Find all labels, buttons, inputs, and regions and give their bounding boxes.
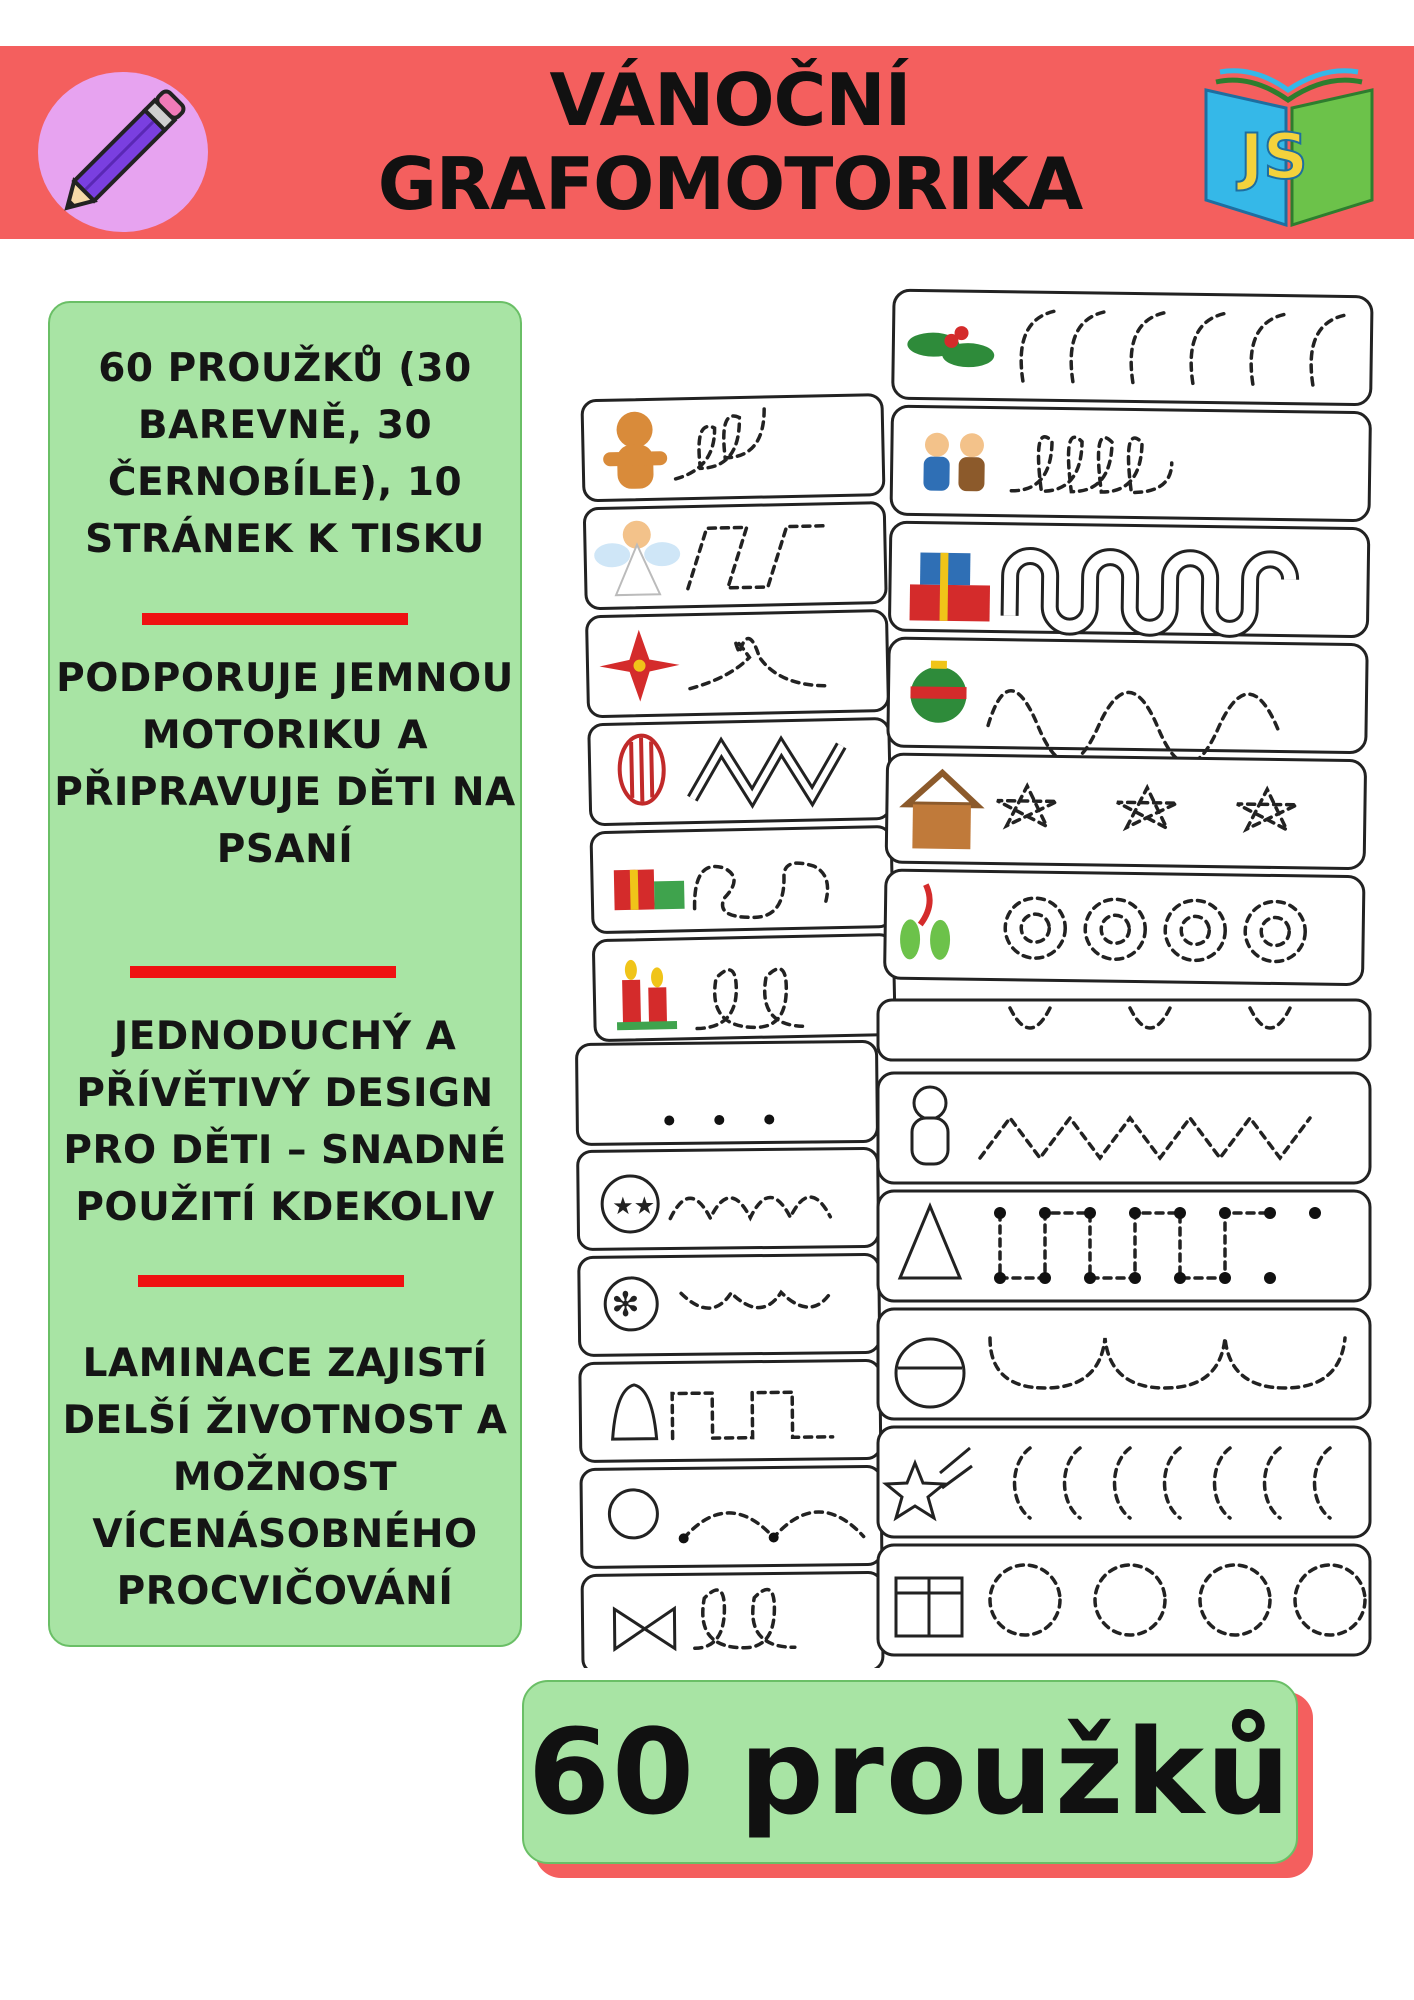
badge-text: 60 proužků xyxy=(527,1703,1293,1841)
right-color-strips xyxy=(885,290,1373,985)
pencil-icon xyxy=(38,72,208,232)
divider-2 xyxy=(130,966,396,978)
right-bw-strips xyxy=(878,1000,1370,1655)
left-bw-strips xyxy=(576,1041,883,1668)
book-logo-icon xyxy=(1196,60,1382,230)
bauble-outline-icon xyxy=(896,1339,964,1407)
divider-3 xyxy=(138,1275,404,1287)
gift-outline-icon xyxy=(896,1578,962,1636)
info-point-2: PODPORUJE JEMNOU MOTORIKU A PŘIPRAVUJE DĚTI NA PSANÍ xyxy=(54,656,516,872)
strips-preview xyxy=(570,288,1380,1668)
gingerbread-outline-icon xyxy=(912,1087,948,1164)
svg-text:✻: ✻ xyxy=(611,1284,640,1326)
svg-text:★★: ★★ xyxy=(612,1191,656,1221)
left-color-strips xyxy=(582,395,895,1041)
snowflake-icon xyxy=(605,1278,658,1331)
title-line-1: VÁNOČNÍ xyxy=(549,58,911,142)
bauble-icon xyxy=(602,1176,659,1233)
info-point-3: JEDNODUCHÝ A PŘÍVĚTIVÝ DESIGN PRO DĚTI – SNADNÉ POUŽITÍ KDEKOLIV xyxy=(63,1014,507,1230)
logo-letters: JS xyxy=(1240,120,1308,193)
poinsettia-outline-icon xyxy=(609,1490,658,1539)
divider-1 xyxy=(142,613,408,625)
info-point-1: 60 PROUŽKŮ (30 BAREVNĚ, 30 ČERNOBÍLE), 10 STRÁNEK K TISKU xyxy=(85,346,485,562)
pencil-icon-circle xyxy=(38,72,208,232)
page-title xyxy=(280,58,1180,226)
info-point-4: LAMINACE ZAJISTÍ DELŠÍ ŽIVOTNOST A MOŽNOST VÍCENÁSOBNÉHO PROCVIČOVÁNÍ xyxy=(62,1341,508,1614)
ornament-icon xyxy=(619,735,664,804)
title-line-2: GRAFOMOTORIKA xyxy=(377,142,1083,226)
